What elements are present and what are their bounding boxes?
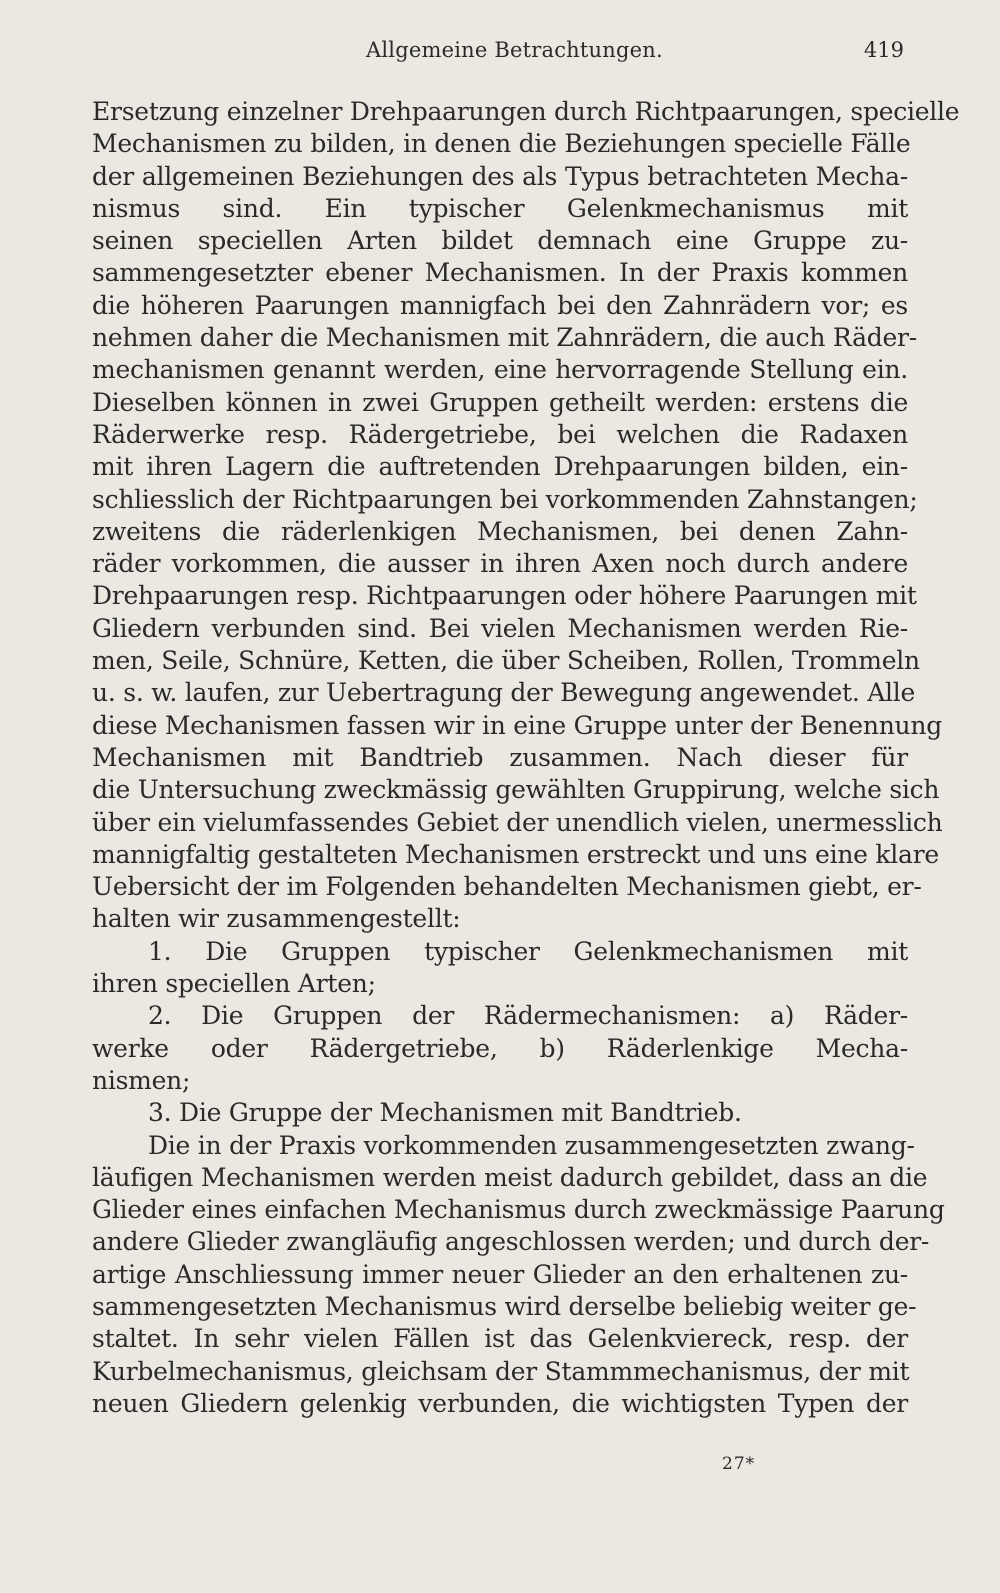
list-item-continuation: nismen; bbox=[92, 1065, 191, 1095]
text-line: men, Seile, Schnüre, Ketten, die über Scheiben, Rollen, Trommeln bbox=[92, 646, 920, 676]
text-line: andere Glieder zwangläufig angeschlossen werden; und durch der- bbox=[92, 1227, 930, 1257]
text-line: nehmen daher die Mechanismen mit Zahnrädern, die auch Räder- bbox=[92, 323, 917, 353]
text-line: Uebersicht der im Folgenden behandelten Mechanismen giebt, er- bbox=[92, 872, 922, 902]
list-item: 2. Die Gruppen der Rädermechanismen: a) Räder- bbox=[148, 1001, 908, 1031]
text-line: zweitens die räderlenkigen Mechanismen, bei denen Zahn- bbox=[92, 516, 908, 546]
running-head-title: Allgemeine Betrachtungen. bbox=[366, 38, 663, 62]
list-item-continuation: ihren speciellen Arten; bbox=[92, 969, 376, 999]
page-number: 419 bbox=[863, 38, 904, 62]
text-line: u. s. w. laufen, zur Uebertragung der Bewegung angewendet. Alle bbox=[92, 678, 916, 708]
list-item: 1. Die Gruppen typischer Gelenkmechanismen mit bbox=[148, 936, 908, 966]
text-line: staltet. In sehr vielen Fällen ist das Gelenkviereck, resp. der bbox=[92, 1324, 908, 1354]
text-line: der allgemeinen Beziehungen des als Typus betrachteten Mecha- bbox=[92, 161, 908, 191]
text-line: Ersetzung einzelner Drehpaarungen durch Richtpaarungen, specielle bbox=[92, 97, 960, 126]
text-line: artige Anschliessung immer neuer Glieder an den erhaltenen zu- bbox=[92, 1259, 908, 1289]
text-line: Kurbelmechanismus, gleichsam der Stammmechanismus, der mit bbox=[92, 1356, 910, 1386]
text-line: über ein vielumfassendes Gebiet der unendlich vielen, unermesslich bbox=[92, 807, 943, 837]
list-item-continuation: werke oder Rädergetriebe, b) Räderlenkige Mecha- bbox=[92, 1033, 908, 1063]
text-line: seinen speciellen Arten bildet demnach eine Gruppe zu- bbox=[92, 226, 908, 256]
text-line: nismus sind. Ein typischer Gelenkmechanismus mit bbox=[92, 193, 908, 223]
text-line: schliesslich der Richtpaarungen bei vorkommenden Zahnstangen; bbox=[92, 484, 918, 514]
text-line: halten wir zusammengestellt: bbox=[92, 904, 461, 934]
text-line: räder vorkommen, die ausser in ihren Axen noch durch andere bbox=[92, 549, 908, 579]
text-line: mit ihren Lagern die auftretenden Drehpaarungen bilden, ein- bbox=[92, 452, 908, 482]
text-line: mannigfaltig gestalteten Mechanismen erstreckt und uns eine klare bbox=[92, 839, 939, 869]
text-line: sammengesetzter ebener Mechanismen. In der Praxis kommen bbox=[92, 258, 908, 288]
text-line: läufigen Mechanismen werden meist dadurch gebildet, dass an die bbox=[92, 1162, 928, 1192]
text-line: die Untersuchung zweckmässig gewählten Gruppirung, welche sich bbox=[92, 775, 940, 805]
running-head bbox=[92, 38, 910, 68]
text-line: sammengesetzten Mechanismus wird derselbe beliebig weiter ge- bbox=[92, 1291, 917, 1321]
text-line: Dieselben können in zwei Gruppen getheilt werden: erstens die bbox=[92, 387, 908, 417]
text-line: Die in der Praxis vorkommenden zusammengesetzten zwang- bbox=[148, 1130, 915, 1160]
text-line: Mechanismen zu bilden, in denen die Beziehungen specielle Fälle bbox=[92, 129, 911, 159]
text-line: mechanismen genannt werden, eine hervorragende Stellung ein. bbox=[92, 355, 908, 385]
text-line: Mechanismen mit Bandtrieb zusammen. Nach dieser für bbox=[92, 742, 908, 772]
text-line: Gliedern verbunden sind. Bei vielen Mechanismen werden Rie- bbox=[92, 613, 908, 643]
text-line: Glieder eines einfachen Mechanismus durch zweckmässige Paarung bbox=[92, 1195, 945, 1225]
text-line: Räderwerke resp. Rädergetriebe, bei welchen die Radaxen bbox=[92, 419, 908, 449]
text-line: Drehpaarungen resp. Richtpaarungen oder höhere Paarungen mit bbox=[92, 581, 917, 611]
text-line: diese Mechanismen fassen wir in eine Gruppe unter der Benennung bbox=[92, 710, 942, 740]
body-text bbox=[92, 96, 960, 1420]
list-item: 3. Die Gruppe der Mechanismen mit Bandtrieb. bbox=[148, 1098, 742, 1128]
text-line: neuen Gliedern gelenkig verbunden, die wichtigsten Typen der bbox=[92, 1388, 908, 1418]
signature-mark: 27* bbox=[722, 1454, 756, 1474]
text-line: die höheren Paarungen mannigfach bei den Zahnrädern vor; es bbox=[92, 290, 908, 320]
